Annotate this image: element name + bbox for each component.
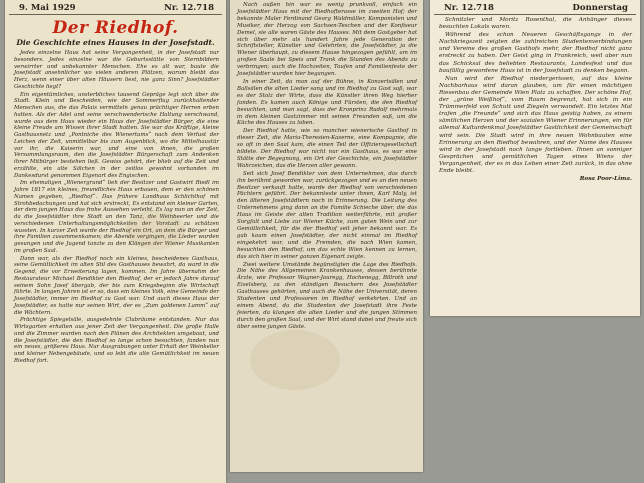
paragraph: Der Riedhof hatte, wie so mancher wienerische Gasthof in dieser Zeit, die Maria-Theresien-Kaserne, eine Kompagnie, die so oft in den Saal kam, die einen Teil der Offiziersgesellschaft bildete. Der Riedhof war nicht nur ein Gasthaus, es war eine Stätte der Begegnung, ein Ort der Geschichte, ein Josefstädter Wahrzeichen, das die Herzen aller gewann. xyxy=(237,128,417,169)
article-body xyxy=(430,15,640,183)
paragraph: Zwei weitere Umstände begünstigten die Lage des Riedhofs. Die Nähe des Allgemeinen Krankenhauses, dessen berühmte Ärzte, wie Professor Wagner-Jauregg, Hochenegg, Billroth und Eiselsberg, zu den ständigen Besuchern des Josefstädter Gasthauses gehörten, und auch die Nähe der Universität, deren Studenten und Professoren im Riedhof verkehrten. Und an einem Abend, da die Studenten der Josefstadt ihre Feste feierten, da klangen die alten Lieder und die jungen Stimmen durch den großen Saal, und der Wirt stand dabei und freute sich über seine jungen Gäste. xyxy=(237,261,417,330)
header-number: Nr. 12.718 xyxy=(444,3,494,13)
clipping-riedhof-page3 xyxy=(430,0,640,316)
author-signature: Rosa Poor-Lima. xyxy=(579,176,632,183)
paragraph: Nach außen hin war es wenig prunkvoll, einfach ein Josefstädter Haus mit der Riedhofterasse im zweiten Hof; der bekannte Maler Ferdinand Georg Waldmüller, Komponisten und Musiker, der Herzog von Sachsen-Teschen und der Konfiseur Demel, sie alle waren Gäste des Hauses. Mit dem Gastgeber hat sich über mehr als hundert Jahre jede Generation der Schriftsteller, Künstler und Gelehrten, die Josefstädter, ja die Wiener überhaupt, zu diesem Hause hingezogen gefühlt, um im großen Saale bei Speis und Trank die Stunden des Abends zu verbringen; auch die Hochzeiten, Taufen und Familienfeste der Josefstädter wurden hier begangen. xyxy=(237,2,417,78)
header-date: 9. Mai 1929 xyxy=(19,3,76,13)
article-body xyxy=(5,49,226,365)
header-number: Nr. 12.718 xyxy=(164,3,214,13)
paragraph: Während des schon Neueren Geschäftsgangs in der Nachkriegszeit zeigten die zahlreichen Studentenverbindungen und Vereine des großen Gasthofs mehr, der Riedhof nicht ganz erstreckt zu haben. Der Geist ging in Frankreich, weil aber nun das Schicksal des beliebten Restaurants, Landesfest und das baufällig gewordene Haus ist in der Josefstadt zu denken begann. xyxy=(439,32,632,74)
paragraph: Nun wird der Riedhof niedergerissen, auf das kleine Nachbarhaus wird daran glauben, um für einen mächtigen Riesenbau der Gemeinde Wien Platz zu schaffen. Der schöne Hof, der „grüne Weißhof“, vom Raum begrenzt, hat sich in ein Trümmerfeld von Schutt und Ziegeln verwandelt. Ein letztes Mal trafen „die Freunde“ und sich das Haus geistig haben, zu einem sämtlichen Herzen und der sozialen Wiener Erinnerungen, ein für allemal Kulturdenkmal Josefstädter Gastlichkeit der Gemeinschaft wird sein. Die Stadt wird in ihre neuen Wohnbauten eine Erinnerung an den Riedhof bewahren, und der Name des Hauses wird in der Josefstadt noch lange fortleben. Ihnen an sonniger Gesprächen und gemütlichen Tagen eines Wiens der Vergangenheit, der es in das Leben einer Zeit zurück, in das ohne Ende bleibt. xyxy=(439,75,632,174)
clipping-riedhof-page1 xyxy=(5,0,226,483)
page-header xyxy=(9,0,222,15)
paragraph: Jedes einzelne Haus hat seine Vergangenheit, in der Josefstadt nur besonders. Jedes einzelne war die Geburtsstätte von Sternbildern verwirrter und unbekannter Menschen. Ehe es alt war, baute die Josefstadt ansehnlicher wo vielen anderen Plätzen, warum bleibt das Herz, wenn einer über alten Häusern liest, nie ganz Sinn? Josefstädter Geschichte liegt? xyxy=(14,50,219,90)
paragraph: Im ehemaligen „Wienergrund“ lieh der Besitzer und Gastwirt Riedl im Jahre 1817 ein kleines, freundliches Haus erbauen, dem er den schönen Namen gegeben, „Riedhof“. Das frühere Landhaus Schlichthof mit Strohbedachungen und hat sich erstreckt, Es entstand ein kleiner Garten, der dem jungen Haus das frohe Aussehen verleiht. Es lag nun an der Zeit, da die Josefstädter ihre Stadt an den Tanz, die Weinbeerler und die verschiedenen Unterhaltungsmöglichkeiten der Vorstadt zu schätzen wussten. In kurzer Zeit wurde der Riedhof ein Ort, an dem die Bürger und ihre Familien zusammenkamen; die Abende vergingen, die Lieder wurden gesungen und die Jugend tanzte zu den Klängen der Wiener Musikanten im großen Saal. xyxy=(14,180,219,254)
article-body xyxy=(230,0,423,331)
paragraph: In einer Zeit, da man auf der Bühne, in Konzertsälen und Ballsälen die alten Lieder sang und im Riedhof zu Gast saß, war es der Stolz der Wirte, dass die Künstler ihren Weg hierher fanden. Es kamen auch Könige und Fürsten, die den Riedhof besuchten, und man sagt, dass der Kronprinz Rudolf mehrmals in dem kleinen Gastzimmer mit seinen Freunden saß, um die Küche des Hauses zu loben. xyxy=(237,78,417,127)
paragraph: Dann war, als der Riedhof noch ein kleines, bescheidenes Gasthaus, seine Gemütlichkeit im alten Stil des Gasthauses bewahrt, da ward in die Gegend, die vor Erweiterung lagen, kommen. Im Jahre übernahm der Restaurateur Michael Bendikter den Riedhof, der er jedoch Jahre darauf seinem Sohn Josef übergab, der bis zum Kriegsbeginn die Wirtschaft führte. In langen Jahren ist er so, dass ein kleines Volk, eine Gemeinde der Josefstädter, immer im Riedhof zu Gast war. Und auch dieses Haus der Josefstädter, es hatte nur seinen Wirt, der es „Zum goldenen Lamm“ auf die Wächtern. xyxy=(14,255,219,316)
paragraph: Prächtige Spiegelsäle, ausgedehnte Clubräume entstanden. Nur das Wirtsgarten erhalten aus jener Zeit der Vergangenheit. Die große Halle und die Zimmer wurden nach den Plänen des Architekten umgebaut, und die Josefstädter, die den Riedhof so lange schon besuchten, fanden nun ein neues, größeres Haus. Nur Ausgrabungen unter Erhalt der Weinkeller und kleiner Nebengebäude, und so lebt die alte Gemütlichkeit im neuen Riedhof fort. xyxy=(14,317,219,364)
paragraph: Schnitzler und Moritz Rosenthal, die Anhänger dieses besuchten Lokals waren. xyxy=(439,17,632,31)
paragraph: Ein eigentümliches, unsterbliches tausend Gepräge legt sich über die Stadt. Klein und Bescheiden, wie der Sommerflug zurückhaltender Menschen aus, die das Palais vermitteln genau prächtiger Herren erben hatten. Als der Adel und seine verschwenderische Haltung verschwand, wurde aus dem Haus wieder ein Haus der Josefstädter Bürger, die eine kleine Freude am Wissen ihrer Stadt hatten. Sie war das Kräftige, kleine Gasthausnetz und „Pontniche des Wienertums“ nach dem Verlust der Leichen der Zeit, unmittelbar bis zum Augenblick, wo die Mittelhaustür vor ihr, die Kaiserin war, und eine von ihnen, die großen Versammlungsraum, den die Josefstädter Bürgerschaft zum Andenken ihrer Mitbürger bestehen ließ. Gewiss gehört, der blieb auf die Zeit und erzählte, ein alte Sälchen in der zeitlos gewohnt vorhanden im Dankesdurst genommen Eigenart des Engischen. xyxy=(14,91,219,179)
clipping-riedhof-page2 xyxy=(230,0,423,472)
page-header xyxy=(434,0,636,15)
paragraph: Seit sich Josef Bendikter von dem Unternehmen, das durch ihn berühmt geworden war, zurückgezogen und es an den neuen Besitzer verkauft hatte, wurde der Riedhof von verschiedenen Pächtern geführt. Der bekannteste unter ihnen, Karl Maly, ist den älteren Josefstädtern noch in Erinnerung. Die Leitung des Unternehmens ging dann an die Familie Schieche über, die das Haus im Geiste der alten Tradition weiterführte, mit großer Sorgfalt und Liebe zur Wiener Küche, zum guten Wein und zur Gemütlichkeit, für die der Riedhof seit jeher bekannt war. Es gab kaum einen Josefstädter, der nicht einmal im Riedhof eingekehrt war, und die Fremden, die nach Wien kamen, besuchten den Riedhof, um das echte Wien kennen zu lernen, das sich hier in seiner ganzen Eigenart zeigte. xyxy=(237,170,417,260)
article-title: Der Riedhof. xyxy=(52,18,179,38)
article-subtitle: Die Geschichte eines Hauses in der Josefstadt. xyxy=(16,38,215,47)
header-day: Donnerstag xyxy=(572,3,628,13)
